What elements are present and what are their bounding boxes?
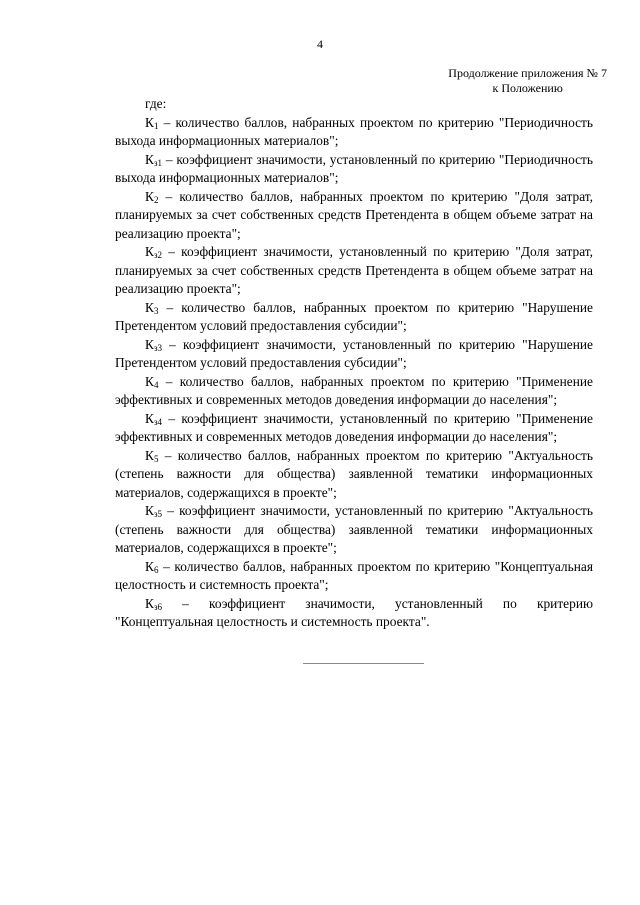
definition-text: – коэффициент значимости, установленный по критерию "Применение эффективных и современных методов доведения информации до населения"; — [115, 410, 593, 444]
coefficient-subscript: 4 — [153, 379, 159, 390]
definition-text: – количество баллов, набранных проектом по критерию "Концептуальная целостность и системность проекта"; — [115, 558, 593, 592]
coefficient-symbol: К — [145, 503, 154, 518]
appendix-header — [448, 66, 607, 96]
appendix-line-1: Продолжение приложения № 7 — [448, 66, 607, 80]
coefficient-symbol: К — [145, 595, 154, 611]
coefficient-subscript: з5 — [153, 509, 162, 519]
coefficient-symbol: К — [145, 447, 154, 463]
definition-paragraph — [115, 410, 593, 447]
definition-paragraph — [115, 558, 593, 595]
end-divider — [303, 663, 424, 664]
coefficient-subscript: 5 — [153, 453, 159, 464]
coefficient-symbol: К — [145, 151, 154, 167]
coefficient-symbol: К — [145, 188, 154, 204]
definition-text: – коэффициент значимости, установленный по критерию "Актуальность (степень важности для общества) заявленной тематики информационных материалов, содержащихся в проекте"; — [115, 503, 593, 555]
definition-paragraph — [115, 336, 593, 373]
definition-text: – количество баллов, набранных проектом по критерию "Доля затрат, планируемых за счет собственных средств Претендента в общем объеме затрат на реализацию проекта"; — [115, 188, 593, 241]
definition-text: – коэффициент значимости, установленный по критерию "Доля затрат, планируемых за счет собственных средств Претендента в общем объеме затрат на реализацию проекта"; — [115, 244, 593, 296]
definition-paragraph — [115, 188, 593, 244]
definition-text: – количество баллов, набранных проектом по критерию "Актуальность (степень важности для общества) заявленной тематики информационных материалов, содержащихся в проекте"; — [115, 447, 593, 500]
definition-text: – коэффициент значимости, установленный по критерию "Концептуальная целостность и системность проекта". — [115, 595, 593, 629]
coefficient-subscript: з1 — [153, 157, 162, 168]
coefficient-symbol: К — [145, 558, 154, 574]
coefficient-subscript: з2 — [153, 250, 162, 260]
coefficient-subscript: 3 — [153, 305, 159, 316]
definition-text: – количество баллов, набранных проектом по критерию "Нарушение Претендентом условий предоставления субсидии"; — [115, 299, 593, 333]
coefficient-subscript: 1 — [153, 120, 159, 131]
coefficient-subscript: 6 — [153, 564, 159, 575]
definition-paragraph — [115, 502, 593, 558]
definition-text: – количество баллов, набранных проектом по критерию "Периодичность выхода информационных материалов"; — [115, 114, 593, 148]
document-body — [115, 95, 593, 632]
intro-text: где: — [145, 96, 167, 111]
definition-paragraph — [115, 595, 593, 632]
definition-text: – коэффициент значимости, установленный по критерию "Нарушение Претендентом условий предоставления субсидии"; — [115, 336, 593, 370]
page-number: 4 — [317, 37, 323, 51]
coefficient-symbol: К — [145, 373, 154, 389]
coefficient-symbol: К — [145, 299, 154, 315]
definition-text: – коэффициент значимости, установленный по критерию "Периодичность выхода информационных материалов"; — [115, 151, 593, 185]
definition-paragraph — [115, 299, 593, 336]
definition-text: – количество баллов, набранных проектом по критерию "Применение эффективных и современных методов доведения информации до населения"; — [115, 373, 593, 407]
coefficient-symbol: К — [145, 410, 154, 426]
appendix-line-2: к Положению — [492, 81, 563, 95]
definition-paragraph — [115, 114, 593, 151]
definition-paragraph — [115, 373, 593, 410]
coefficient-subscript: 2 — [153, 194, 159, 205]
coefficient-symbol: К — [145, 244, 154, 259]
coefficient-symbol: К — [145, 336, 154, 352]
coefficient-subscript: з3 — [153, 342, 162, 353]
definition-paragraph — [115, 151, 593, 188]
definition-paragraph — [115, 447, 593, 503]
coefficient-subscript: з6 — [153, 601, 162, 612]
coefficient-subscript: з4 — [153, 416, 162, 427]
coefficient-symbol: К — [145, 114, 154, 130]
definition-paragraph — [115, 243, 593, 299]
